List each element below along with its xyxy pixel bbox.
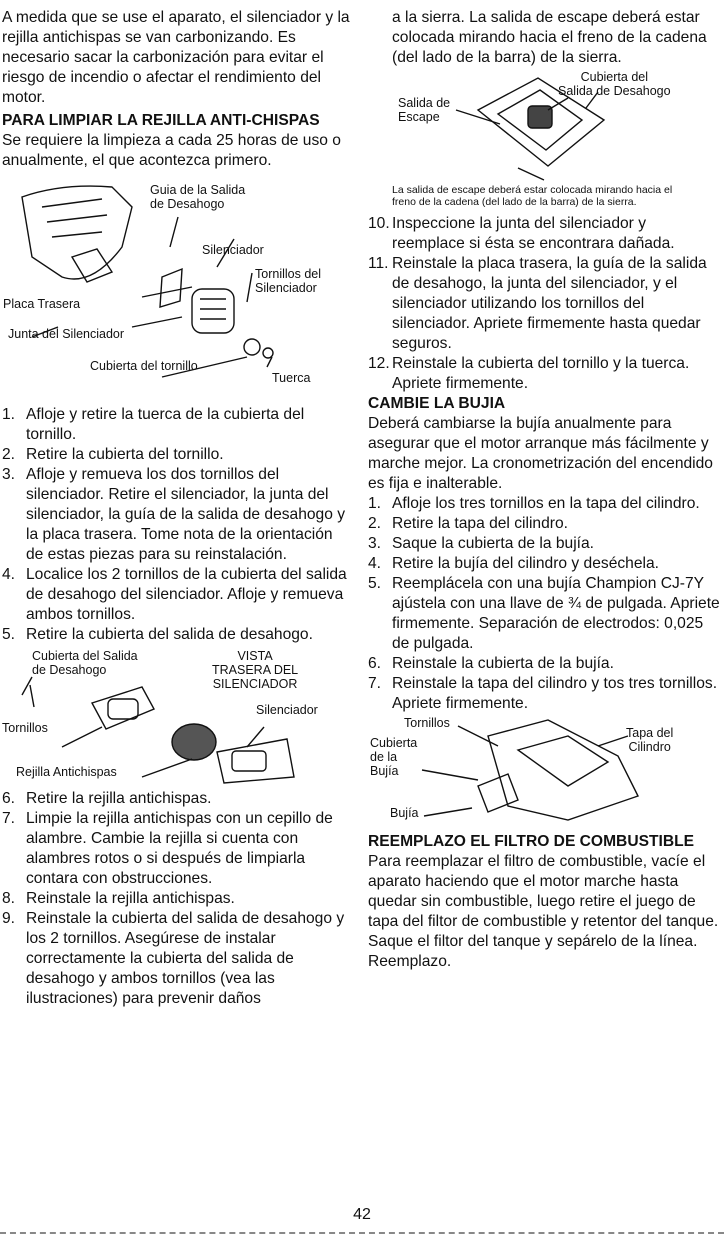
- spark-arrestor-figure: [2, 647, 352, 785]
- section-heading-fuel-filter: REEMPLAZO EL FILTRO DE COMBUSTIBLE: [368, 833, 695, 850]
- list-item: 3. Saque la cubierta de la bujía.: [368, 535, 594, 552]
- spark-plug-intro: Deberá cambiarse la bujía anualmente para asegurar que el motor arranque más fácilmente y marche mejor. La cronometrización del encendido es fija e inalterable.: [368, 415, 713, 492]
- list-item: 2. Retire la cubierta del tornillo.: [2, 446, 224, 463]
- steps-list-spark-plug: [368, 494, 722, 714]
- list-item: 5. Retire la cubierta del salida de desahogo.: [2, 626, 313, 643]
- list-item: 4. Localice los 2 tornillos de la cubierta del salida de desahogo del silenciador. Afloje y remueva ambos tornillos.: [2, 566, 347, 623]
- section-intro-text: Se requiere la limpieza a cada 25 horas de uso o anualmente, el que acontezca primero.: [2, 132, 341, 169]
- label-nut: Tuerca: [272, 371, 311, 385]
- list-item: 11. Reinstale la placa trasera, la guía de la salida de desahogo, la junta del silenciador, y el silenciador utilizando los tornillos del silenciador. Apriete firmemente hasta quedar seguros.: [368, 255, 707, 352]
- right-column: [368, 8, 722, 972]
- label-spark-plug: Bujía: [390, 806, 419, 820]
- label-exhaust-guide: Guia de la Salida de Desahogo: [150, 183, 246, 211]
- list-item: 10. Inspeccione la junta del silenciador y reemplace si ésta se encontrara dañada.: [368, 215, 675, 252]
- label-plug-boot: Cubierta de la Bujía: [370, 736, 418, 778]
- page-number: 42: [353, 1206, 371, 1223]
- muffler-exploded-figure: [2, 177, 352, 399]
- list-item: 4. Retire la bujía del cilindro y deséchela.: [368, 555, 659, 572]
- steps-list-10-12: [368, 214, 722, 394]
- label-muffler-screws: Tornillos del Silenciador: [255, 267, 322, 295]
- list-item: 12. Reinstale la cubierta del tornillo y la tuerca. Apriete firmemente.: [368, 355, 690, 392]
- spark-plug-figure: [368, 716, 722, 828]
- label-back-plate: Placa Trasera: [3, 297, 81, 311]
- label-rear-view: VISTA TRASERA DEL SILENCIADOR: [212, 649, 299, 691]
- label-screws: Tornillos: [2, 721, 48, 735]
- intro-paragraph: A medida que se use el aparato, el silenciador y la rejilla antichispas se van carbonizando. Es necesario sacar la carbonización para evitar el riesgo de incendio o afectar el rendimiento del motor.: [2, 9, 350, 106]
- section-heading-spark-arrestor: PARA LIMPIAR LA REJILLA ANTI-CHISPAS: [2, 112, 320, 129]
- list-item: 6. Retire la rejilla antichispas.: [2, 790, 212, 807]
- section-heading-spark-plug: CAMBIE LA BUJIA: [368, 395, 506, 412]
- bottom-rule: [0, 1232, 724, 1234]
- list-item: 3. Afloje y remueva los dos tornillos del silenciador. Retire el silenciador, la junta del silenciador, la guía de la salida de desahogo y la placa trasera. Tome nota de la orientación de estas piezas para su reinstalación.: [2, 466, 346, 563]
- label-muffler-2: Silenciador: [256, 703, 318, 717]
- label-muffler-gasket: Junta del Silenciador: [8, 327, 125, 341]
- fuel-filter-text: Para reemplazar el filtro de combustible, vacíe el aparato haciendo que el motor marche hasta quedar sin combustible, luego retire el juego de tapa del filtor de combustible y retentor del tanque. Saque el filtor del tanque y sepárelo de la línea. Reemplazo.: [368, 853, 719, 970]
- list-item: 7. Limpie la rejilla antichispas con un cepillo de alambre. Cambie la rejilla si cuenta con alambres rotos o si después de limpiarla contara con obstrucciones.: [2, 810, 333, 887]
- label-exhaust-cover-3: Cubierta del Salida de Desahogo: [558, 70, 671, 98]
- list-item: 2. Retire la tapa del cilindro.: [368, 515, 568, 532]
- list-item: 7. Reinstale la tapa del cilindro y tos tres tornillos. Apriete firmemente.: [368, 675, 718, 712]
- left-column: [2, 8, 352, 1009]
- list-item: 9. Reinstale la cubierta del salida de desahogo y los 2 tornillos. Asegúrese de instalar correctamente la cubierta del salida de desahogo y ambos tornillos (vea las ilustraciones) para prevenir daños: [2, 910, 345, 1007]
- continued-text: a la sierra. La salida de escape deberá estar colocada mirando hacia el freno de la cadena (del lado de la barra) de la sierra.: [392, 9, 707, 66]
- label-screws-4: Tornillos: [404, 716, 450, 730]
- steps-list-1-5: [2, 405, 352, 645]
- figure-caption: La salida de escape deberá estar colocada mirando hacia el freno de la cadena (del lado de la barra) de la sierra.: [392, 184, 673, 208]
- label-muffler: Silenciador: [202, 243, 264, 257]
- list-item: 8. Reinstale la rejilla antichispas.: [2, 890, 235, 907]
- list-item: 6. Reinstale la cubierta de la bujía.: [368, 655, 614, 672]
- list-item: 5. Reemplácela con una bujía Champion CJ-7Y ajústela con una llave de ¾ de pulgada. Apriete firmemente. Separación de electrodos: 0,025 de pulgada.: [368, 575, 720, 652]
- list-item: 1. Afloje los tres tornillos en la tapa del cilindro.: [368, 495, 700, 512]
- label-exhaust-outlet: Salida de Escape: [398, 96, 451, 124]
- list-item: 1. Afloje y retire la tuerca de la cubierta del tornillo.: [2, 406, 305, 443]
- label-spark-screen: Rejilla Antichispas: [16, 765, 117, 779]
- steps-list-6-9: [2, 789, 352, 1009]
- label-cylinder-cover: Tapa del Cilindro: [626, 726, 674, 754]
- label-screw-cover: Cubierta del tornillo: [90, 359, 198, 373]
- label-exhaust-cover: Cubierta del Salida de Desahogo: [32, 649, 138, 677]
- exhaust-outlet-figure: [368, 70, 722, 182]
